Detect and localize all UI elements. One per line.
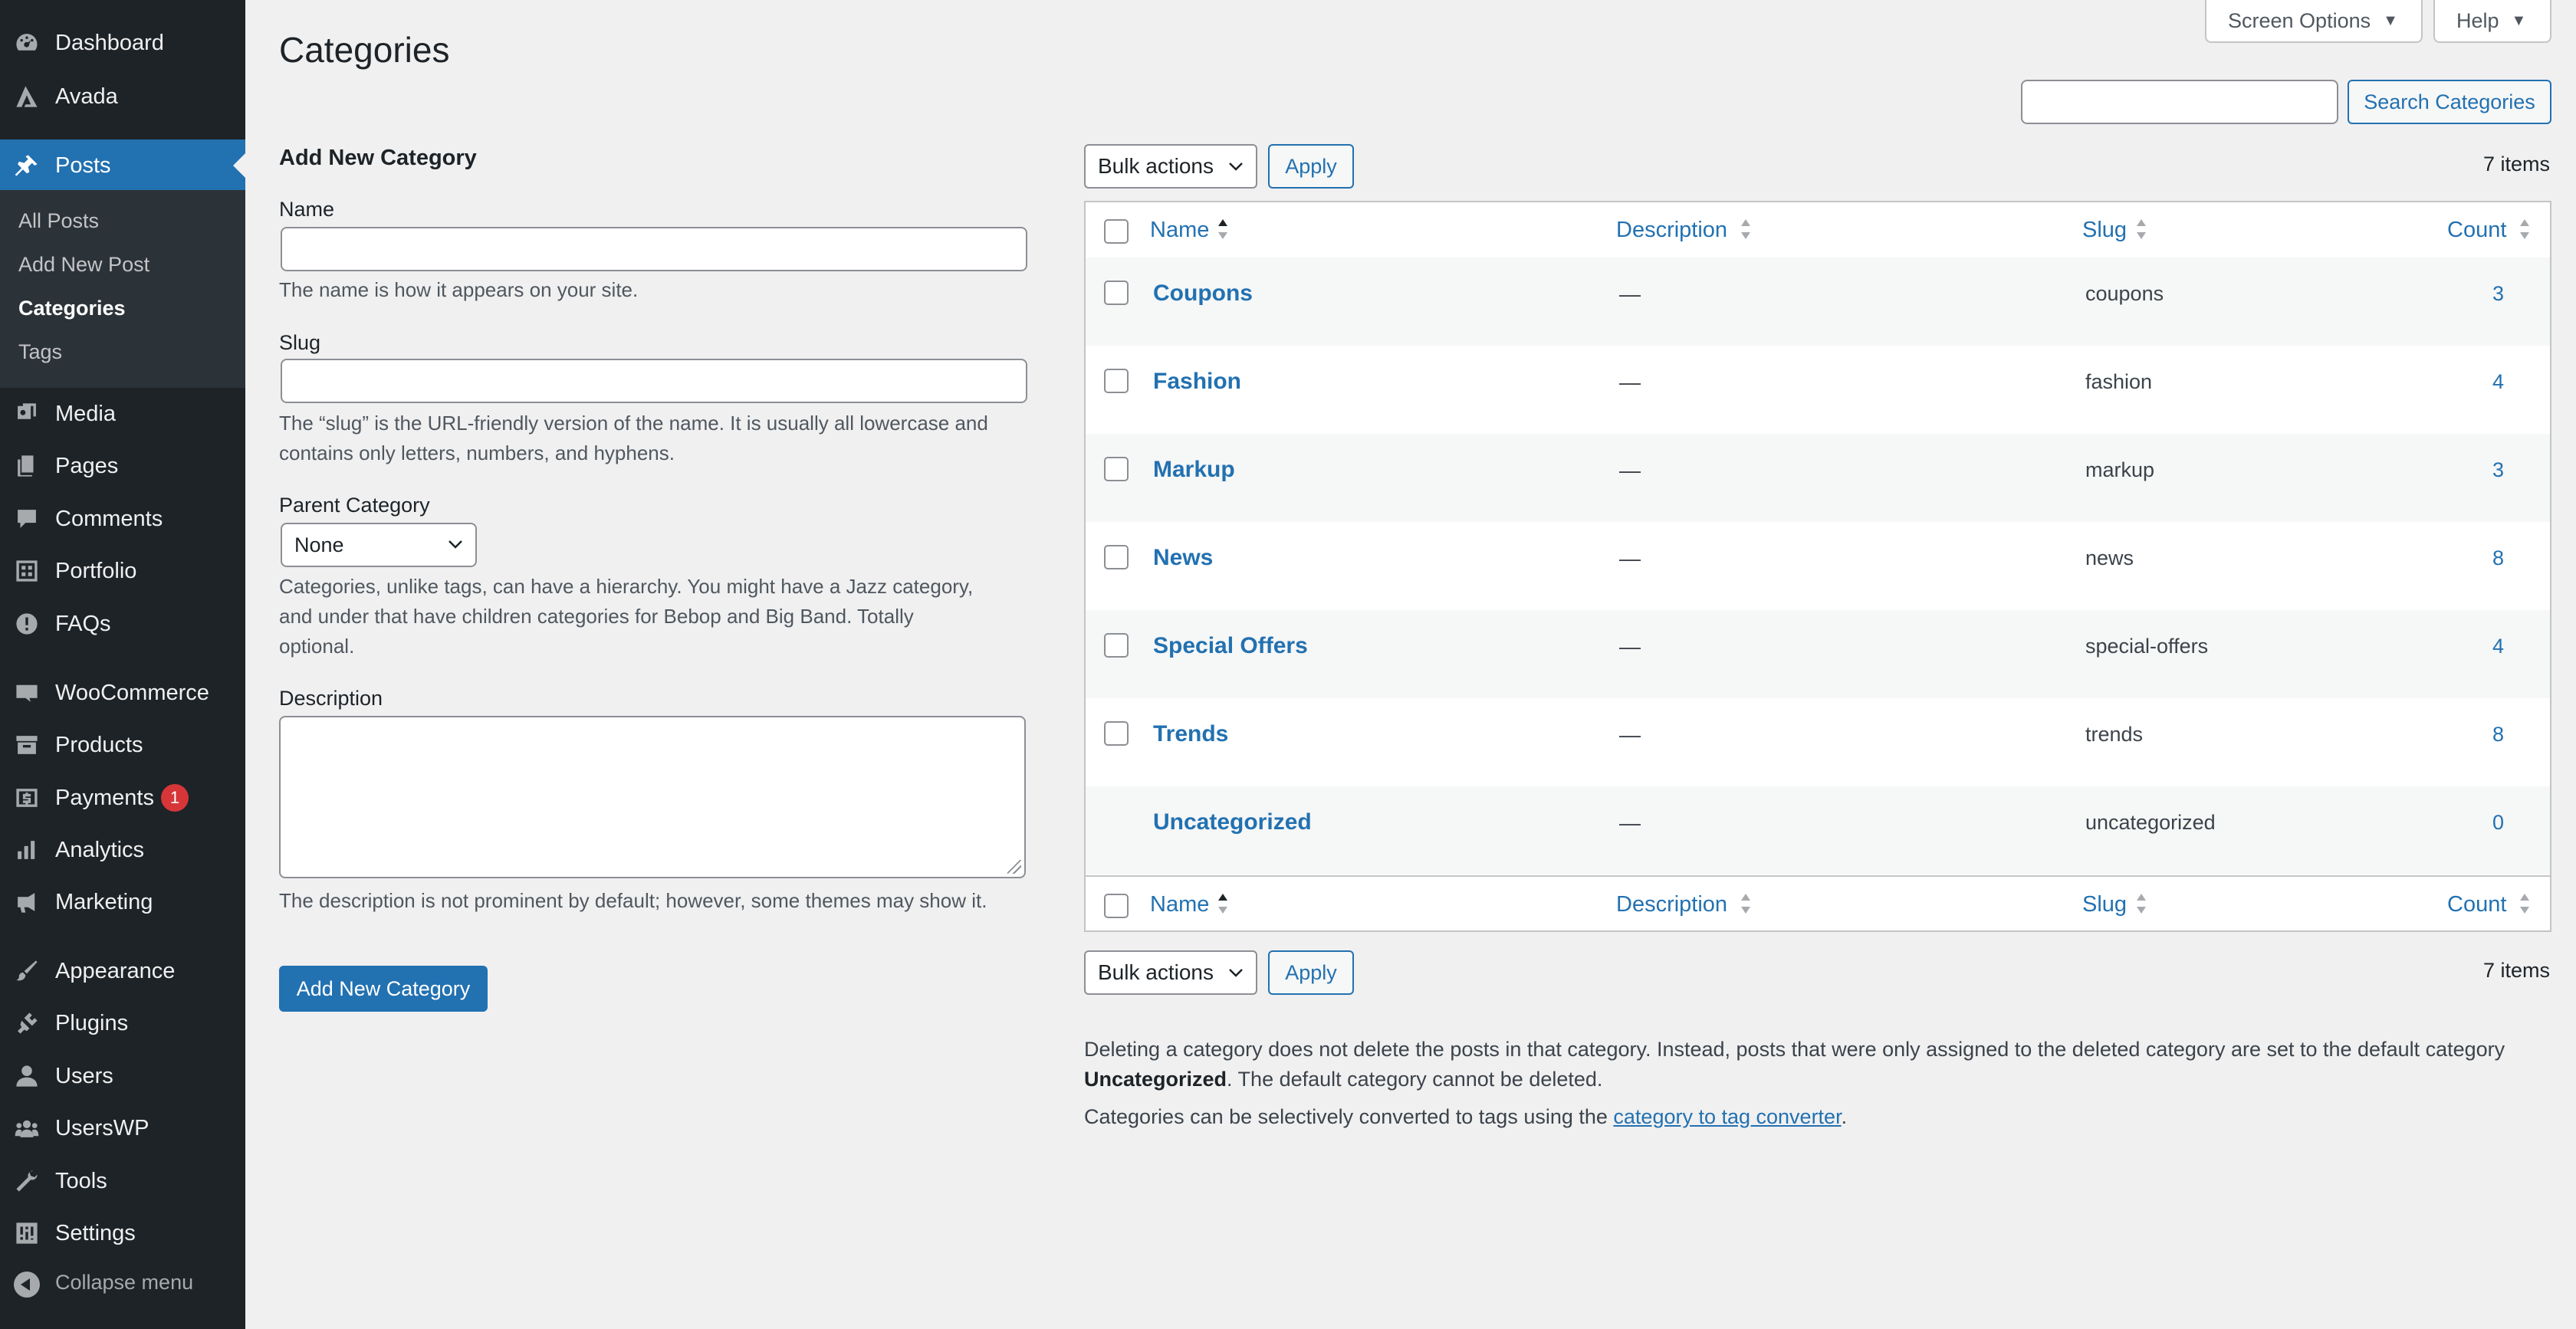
menu-pages-label: Pages bbox=[55, 453, 119, 478]
menu-userswp-label: UsersWP bbox=[55, 1115, 150, 1140]
bulk-actions-select-bottom[interactable] bbox=[1084, 950, 1257, 995]
archive-icon bbox=[14, 732, 40, 758]
menu-comments[interactable] bbox=[0, 493, 245, 545]
name-hint: The name is how it appears on your site. bbox=[279, 278, 639, 301]
column-slug[interactable]: Slug bbox=[2082, 218, 2128, 242]
payments-badge: 1 bbox=[161, 784, 189, 812]
menu-media-label: Media bbox=[55, 401, 116, 426]
menu-pages[interactable] bbox=[0, 440, 245, 492]
description-label: Description bbox=[279, 687, 383, 710]
bulk-actions-select-top[interactable] bbox=[1084, 144, 1257, 189]
column-count[interactable]: Count bbox=[2447, 892, 2507, 917]
menu-payments[interactable] bbox=[0, 772, 245, 824]
slug-hint-line-2: contains only letters, numbers, and hyphens. bbox=[279, 441, 675, 464]
category-count-link[interactable]: 3 bbox=[2492, 458, 2504, 481]
category-count-link[interactable]: 3 bbox=[2492, 282, 2504, 305]
description-hint: The description is not prominent by default; however, some themes may show it. bbox=[279, 889, 987, 912]
category-slug: coupons bbox=[2085, 282, 2164, 305]
default-category-name: Uncategorized bbox=[1084, 1068, 1227, 1091]
menu-marketing-label: Marketing bbox=[55, 889, 153, 914]
menu-analytics[interactable] bbox=[0, 824, 245, 876]
menu-portfolio[interactable] bbox=[0, 545, 245, 597]
table-row bbox=[1086, 258, 2550, 346]
slug-field[interactable] bbox=[281, 359, 1027, 403]
dashboard-icon bbox=[14, 30, 40, 56]
help-label: Help bbox=[2456, 8, 2499, 32]
screen-options-button[interactable] bbox=[2205, 0, 2423, 43]
category-count-link[interactable]: 8 bbox=[2492, 546, 2504, 569]
table-row bbox=[1086, 346, 2550, 434]
collapse-icon bbox=[14, 1272, 40, 1298]
woo-icon bbox=[14, 680, 40, 706]
menu-products-label: Products bbox=[55, 732, 143, 757]
chevron-down-icon bbox=[1227, 963, 1245, 981]
menu-users[interactable] bbox=[0, 1050, 245, 1102]
menu-dashboard[interactable] bbox=[0, 17, 245, 69]
sort-asc-icon bbox=[1214, 216, 1231, 242]
parent-category-select[interactable] bbox=[281, 523, 477, 567]
bulk-actions-label: Bulk actions bbox=[1098, 960, 1214, 984]
table-row bbox=[1086, 610, 2550, 698]
category-description: — bbox=[1619, 635, 1641, 658]
row-checkbox[interactable] bbox=[1104, 633, 1129, 658]
category-description: — bbox=[1619, 370, 1641, 394]
category-count-link[interactable]: 4 bbox=[2492, 370, 2504, 393]
column-slug[interactable]: Slug bbox=[2082, 892, 2128, 917]
table-row bbox=[1086, 698, 2550, 786]
collapse-menu-label: Collapse menu bbox=[55, 1271, 194, 1294]
users-group-icon bbox=[14, 1115, 40, 1141]
menu-plugins-label: Plugins bbox=[55, 1010, 129, 1035]
menu-appearance[interactable] bbox=[0, 945, 245, 997]
column-description[interactable]: Description bbox=[1616, 218, 1728, 242]
submenu-add-new-post[interactable]: Add New Post bbox=[18, 253, 150, 276]
menu-avada-label: Avada bbox=[55, 84, 118, 109]
brush-icon bbox=[14, 958, 40, 984]
menu-dashboard-label: Dashboard bbox=[55, 30, 164, 55]
sort-icon bbox=[2133, 216, 2150, 242]
category-name-link[interactable]: Special Offers bbox=[1153, 633, 1308, 658]
delete-note-line-1: Deleting a category does not delete the posts in that category. Instead, posts that were only assigned to the deleted category are set to the default category bbox=[1084, 1038, 2505, 1061]
wrench-icon bbox=[14, 1168, 40, 1194]
select-all-checkbox[interactable] bbox=[1104, 219, 1129, 244]
column-description[interactable]: Description bbox=[1616, 892, 1728, 917]
column-name[interactable]: Name bbox=[1150, 892, 1210, 917]
posts-submenu bbox=[0, 190, 245, 388]
bulk-actions-label: Bulk actions bbox=[1098, 154, 1214, 178]
parent-hint-line-3: optional. bbox=[279, 635, 355, 658]
menu-settings-label: Settings bbox=[55, 1220, 136, 1245]
category-description: — bbox=[1619, 546, 1641, 570]
items-count-bottom: 7 items bbox=[2482, 959, 2550, 982]
collapse-menu-button[interactable] bbox=[0, 1258, 245, 1311]
menu-payments-label: Payments bbox=[55, 785, 154, 810]
delete-note-tail: . The default category cannot be deleted. bbox=[1227, 1068, 1603, 1091]
user-icon bbox=[14, 1063, 40, 1089]
converter-note bbox=[1084, 1102, 1847, 1132]
menu-users-label: Users bbox=[55, 1063, 113, 1088]
bar-chart-icon bbox=[14, 837, 40, 863]
add-category-heading: Add New Category bbox=[279, 146, 477, 170]
category-name-link[interactable]: Coupons bbox=[1153, 281, 1253, 306]
pages-icon bbox=[14, 453, 40, 479]
category-slug: markup bbox=[2085, 458, 2155, 481]
parent-category-value: None bbox=[294, 533, 344, 556]
row-checkbox[interactable] bbox=[1104, 369, 1129, 393]
table-header bbox=[1086, 202, 2550, 259]
help-button[interactable] bbox=[2433, 0, 2551, 43]
menu-analytics-label: Analytics bbox=[55, 837, 145, 862]
converter-note-end: . bbox=[1841, 1105, 1848, 1128]
comment-icon bbox=[14, 506, 40, 532]
chevron-down-icon bbox=[1227, 156, 1245, 175]
description-textarea[interactable] bbox=[279, 716, 1026, 878]
category-name-link[interactable]: Fashion bbox=[1153, 369, 1242, 394]
parent-hint-line-1: Categories, unlike tags, can have a hierarchy. You might have a Jazz category, bbox=[279, 575, 974, 598]
slug-label: Slug bbox=[279, 331, 321, 354]
menu-plugins[interactable] bbox=[0, 997, 245, 1049]
select-all-checkbox-bottom[interactable] bbox=[1104, 894, 1129, 918]
menu-posts[interactable] bbox=[0, 139, 245, 192]
category-description: — bbox=[1619, 723, 1641, 747]
menu-userswp[interactable] bbox=[0, 1102, 245, 1154]
menu-settings[interactable] bbox=[0, 1207, 245, 1259]
menu-avada[interactable] bbox=[0, 71, 245, 123]
sort-icon bbox=[2516, 216, 2533, 242]
submenu-categories[interactable]: Categories bbox=[18, 297, 126, 320]
apply-button-bottom[interactable]: Apply bbox=[1268, 950, 1354, 995]
parent-hint-line-2: and under that have children categories for Bebop and Big Band. Totally bbox=[279, 605, 914, 628]
category-slug: news bbox=[2085, 546, 2134, 569]
add-new-category-button[interactable]: Add New Category bbox=[279, 966, 488, 1012]
table-footer bbox=[1086, 875, 2550, 932]
apply-button-top[interactable]: Apply bbox=[1268, 144, 1354, 189]
media-icon bbox=[14, 401, 40, 427]
category-tag-converter-link[interactable]: category to tag converter bbox=[1613, 1105, 1842, 1128]
category-description: — bbox=[1619, 811, 1641, 835]
column-count[interactable]: Count bbox=[2447, 218, 2507, 242]
sort-asc-icon bbox=[1214, 891, 1231, 917]
search-categories-button[interactable]: Search Categories bbox=[2348, 80, 2551, 124]
screen-options-label: Screen Options bbox=[2228, 8, 2371, 32]
page-title: Categories bbox=[279, 30, 450, 70]
avada-icon bbox=[14, 84, 40, 110]
sort-icon bbox=[2133, 891, 2150, 917]
caret-down-icon: ▼ bbox=[2383, 11, 2398, 29]
category-count-link[interactable]: 8 bbox=[2492, 723, 2504, 746]
menu-posts-label: Posts bbox=[55, 153, 111, 178]
menu-marketing[interactable] bbox=[0, 876, 245, 928]
search-input[interactable] bbox=[2021, 80, 2338, 124]
name-label: Name bbox=[279, 198, 335, 221]
slug-hint-line-1: The “slug” is the URL-friendly version of the name. It is usually all lowercase and bbox=[279, 412, 988, 435]
menu-comments-label: Comments bbox=[55, 506, 163, 531]
category-name-link[interactable]: Markup bbox=[1153, 457, 1235, 482]
chevron-down-icon bbox=[446, 535, 465, 553]
menu-tools-label: Tools bbox=[55, 1168, 107, 1193]
delete-note-line-2 bbox=[1084, 1065, 1602, 1094]
caret-down-icon: ▼ bbox=[2511, 11, 2527, 29]
pin-icon bbox=[14, 153, 40, 179]
dollar-icon bbox=[14, 785, 40, 811]
category-slug: fashion bbox=[2085, 370, 2153, 393]
category-name-link[interactable]: News bbox=[1153, 545, 1214, 570]
sort-icon bbox=[2516, 891, 2533, 917]
submenu-all-posts[interactable]: All Posts bbox=[18, 209, 100, 232]
category-count-link[interactable]: 0 bbox=[2492, 811, 2504, 834]
name-field[interactable] bbox=[281, 227, 1027, 271]
menu-media[interactable] bbox=[0, 388, 245, 440]
menu-faqs[interactable] bbox=[0, 598, 245, 650]
categories-table bbox=[1084, 201, 2551, 932]
info-icon bbox=[14, 611, 40, 637]
row-checkbox[interactable] bbox=[1104, 457, 1129, 481]
items-count-top: 7 items bbox=[2482, 153, 2550, 176]
submenu-tags[interactable]: Tags bbox=[18, 340, 63, 363]
plug-icon bbox=[14, 1010, 40, 1036]
category-name-link[interactable]: Trends bbox=[1153, 721, 1229, 747]
portfolio-icon bbox=[14, 558, 40, 584]
category-slug: trends bbox=[2085, 723, 2144, 746]
category-description: — bbox=[1619, 282, 1641, 306]
menu-woocommerce[interactable] bbox=[0, 667, 245, 719]
menu-woocommerce-label: WooCommerce bbox=[55, 680, 209, 705]
table-row bbox=[1086, 522, 2550, 610]
menu-faqs-label: FAQs bbox=[55, 611, 111, 636]
sort-icon bbox=[1737, 216, 1754, 242]
category-slug: uncategorized bbox=[2085, 811, 2216, 834]
admin-sidebar bbox=[0, 0, 245, 1329]
parent-category-label: Parent Category bbox=[279, 494, 430, 517]
megaphone-icon bbox=[14, 889, 40, 915]
category-count-link[interactable]: 4 bbox=[2492, 635, 2504, 658]
sort-icon bbox=[1737, 891, 1754, 917]
menu-tools[interactable] bbox=[0, 1155, 245, 1207]
menu-portfolio-label: Portfolio bbox=[55, 558, 137, 583]
row-checkbox[interactable] bbox=[1104, 281, 1129, 305]
menu-products[interactable] bbox=[0, 719, 245, 771]
row-checkbox[interactable] bbox=[1104, 545, 1129, 569]
menu-appearance-label: Appearance bbox=[55, 958, 176, 983]
converter-note-text: Categories can be selectively converted to tags using the bbox=[1084, 1105, 1614, 1128]
row-checkbox[interactable] bbox=[1104, 721, 1129, 746]
table-row bbox=[1086, 434, 2550, 522]
category-description: — bbox=[1619, 458, 1641, 482]
sliders-icon bbox=[14, 1220, 40, 1246]
category-slug: special-offers bbox=[2085, 635, 2209, 658]
category-name-link[interactable]: Uncategorized bbox=[1153, 809, 1312, 835]
column-name[interactable]: Name bbox=[1150, 218, 1210, 242]
table-row bbox=[1086, 786, 2550, 875]
